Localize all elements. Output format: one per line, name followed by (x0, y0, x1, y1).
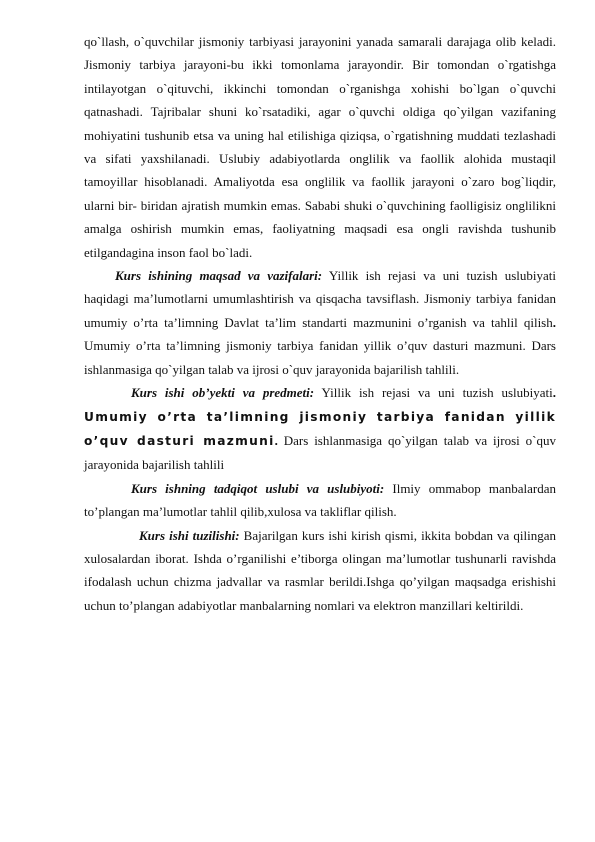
goals-colon: : (317, 268, 323, 284)
object-dot-2: . (274, 432, 278, 448)
goals-dot: . (552, 314, 556, 330)
structure-text: Bajarilgan kurs ishi kirish qismi, ikkita bobdan va qilingan xulosalardan iborat. Ishda o’rganilishi e’tiborga olingan ma’lumotlar tushunarli ravishda ifodalash uchun chizma jadvallar va rasmlar berildi.Ishga qo’yilgan maqsadga erishishi uchun to’plangan adabiyotlar manbalarning nomlari va elektron manzillari keltirildi. (84, 527, 556, 613)
paragraph-method (84, 477, 556, 524)
structure-heading: Kurs ishi tuzilishi: (139, 527, 240, 543)
method-heading: Kurs ishning tadqiqot uslubi va uslubiyoti: (131, 480, 385, 496)
paragraph-structure (84, 524, 556, 618)
goals-text-2: Umumiy o’rta ta’limning jismoniy tarbiya fanidan yillik o’quv dasturi mazmuni. Dars ishlanmasiga qo`yilgan talab va ijrosi o`quv jarayonida bajarilish tahlili. (84, 338, 556, 377)
intro-text: qo`llash, o`quvchilar jismoniy tarbiyasi jarayonini yanada samarali darajaga olib keladi. Jismoniy tarbiya jarayoni-bu ikki tomonlama jarayondir. Bir tomondan o`rgatishga intilayotgan o`qituvchi, ikkinchi tomondan o`rganishga xohishi bo`lgan o`quvchi qatnashadi. Tajribalar shuni ko`rsatadiki, agar o`quvchi oldiga qo`yilgan vazifaning mohiyatini tushunib etsa va uning hal etilishiga qiziqsa, o`rgatishning muddati tezlashadi va sifati yaxshilanadi. Uslubiy adabiyotlarda onglilik va faollik alohida mustaqil tamoyillar hisoblanadi. Amaliyotda esa onglilik va faollik jarayoni o`zaro bog`liqdir, ularni bir- biridan ajratish mumkin emas. Sababi shuki o`quvchining faolligisiz onglilikni amalga oshirish mumkin emas, faoliyatning maqsadi esa ongli ravishda tushunib etilgandagina inson faol bo`ladi. (84, 34, 556, 260)
goals-heading: Kurs ishining maqsad va vazifalari (115, 268, 318, 284)
method-text: Ilmiy ommabop manbalardan to’plangan ma’lumotlar tahlil qilib,xulosa va takliflar qilish. (84, 480, 556, 520)
object-sans-text: Umumiy o’rta ta’limning jismoniy tarbiya fanidan yillik o’quv dasturi mazmuni (84, 409, 556, 448)
paragraph-intro (84, 30, 556, 264)
object-dot: . (552, 385, 556, 401)
object-text-2: Dars ishlanmasiga qo`yilgan talab va ijrosi o`quv jarayonida bajarilish tahlili (84, 432, 556, 473)
paragraph-object (84, 381, 556, 477)
paragraph-goals (84, 264, 556, 381)
object-text: Yillik ish rejasi va uni tuzish uslubiyati (314, 385, 553, 401)
goals-text: Yillik ish rejasi va uni tuzish uslubiyati haqidagi ma’lumotlarni umumlashtirish va qisqacha tavsiflash. Jismoniy tarbiya fanidan umumiy o’rta ta’limning Davlat ta’lim standarti mazmunini o’rganish va tahlil qilish (84, 268, 556, 330)
document-page (84, 30, 556, 617)
object-heading: Kurs ishi ob’yekti va predmeti: (131, 385, 315, 401)
